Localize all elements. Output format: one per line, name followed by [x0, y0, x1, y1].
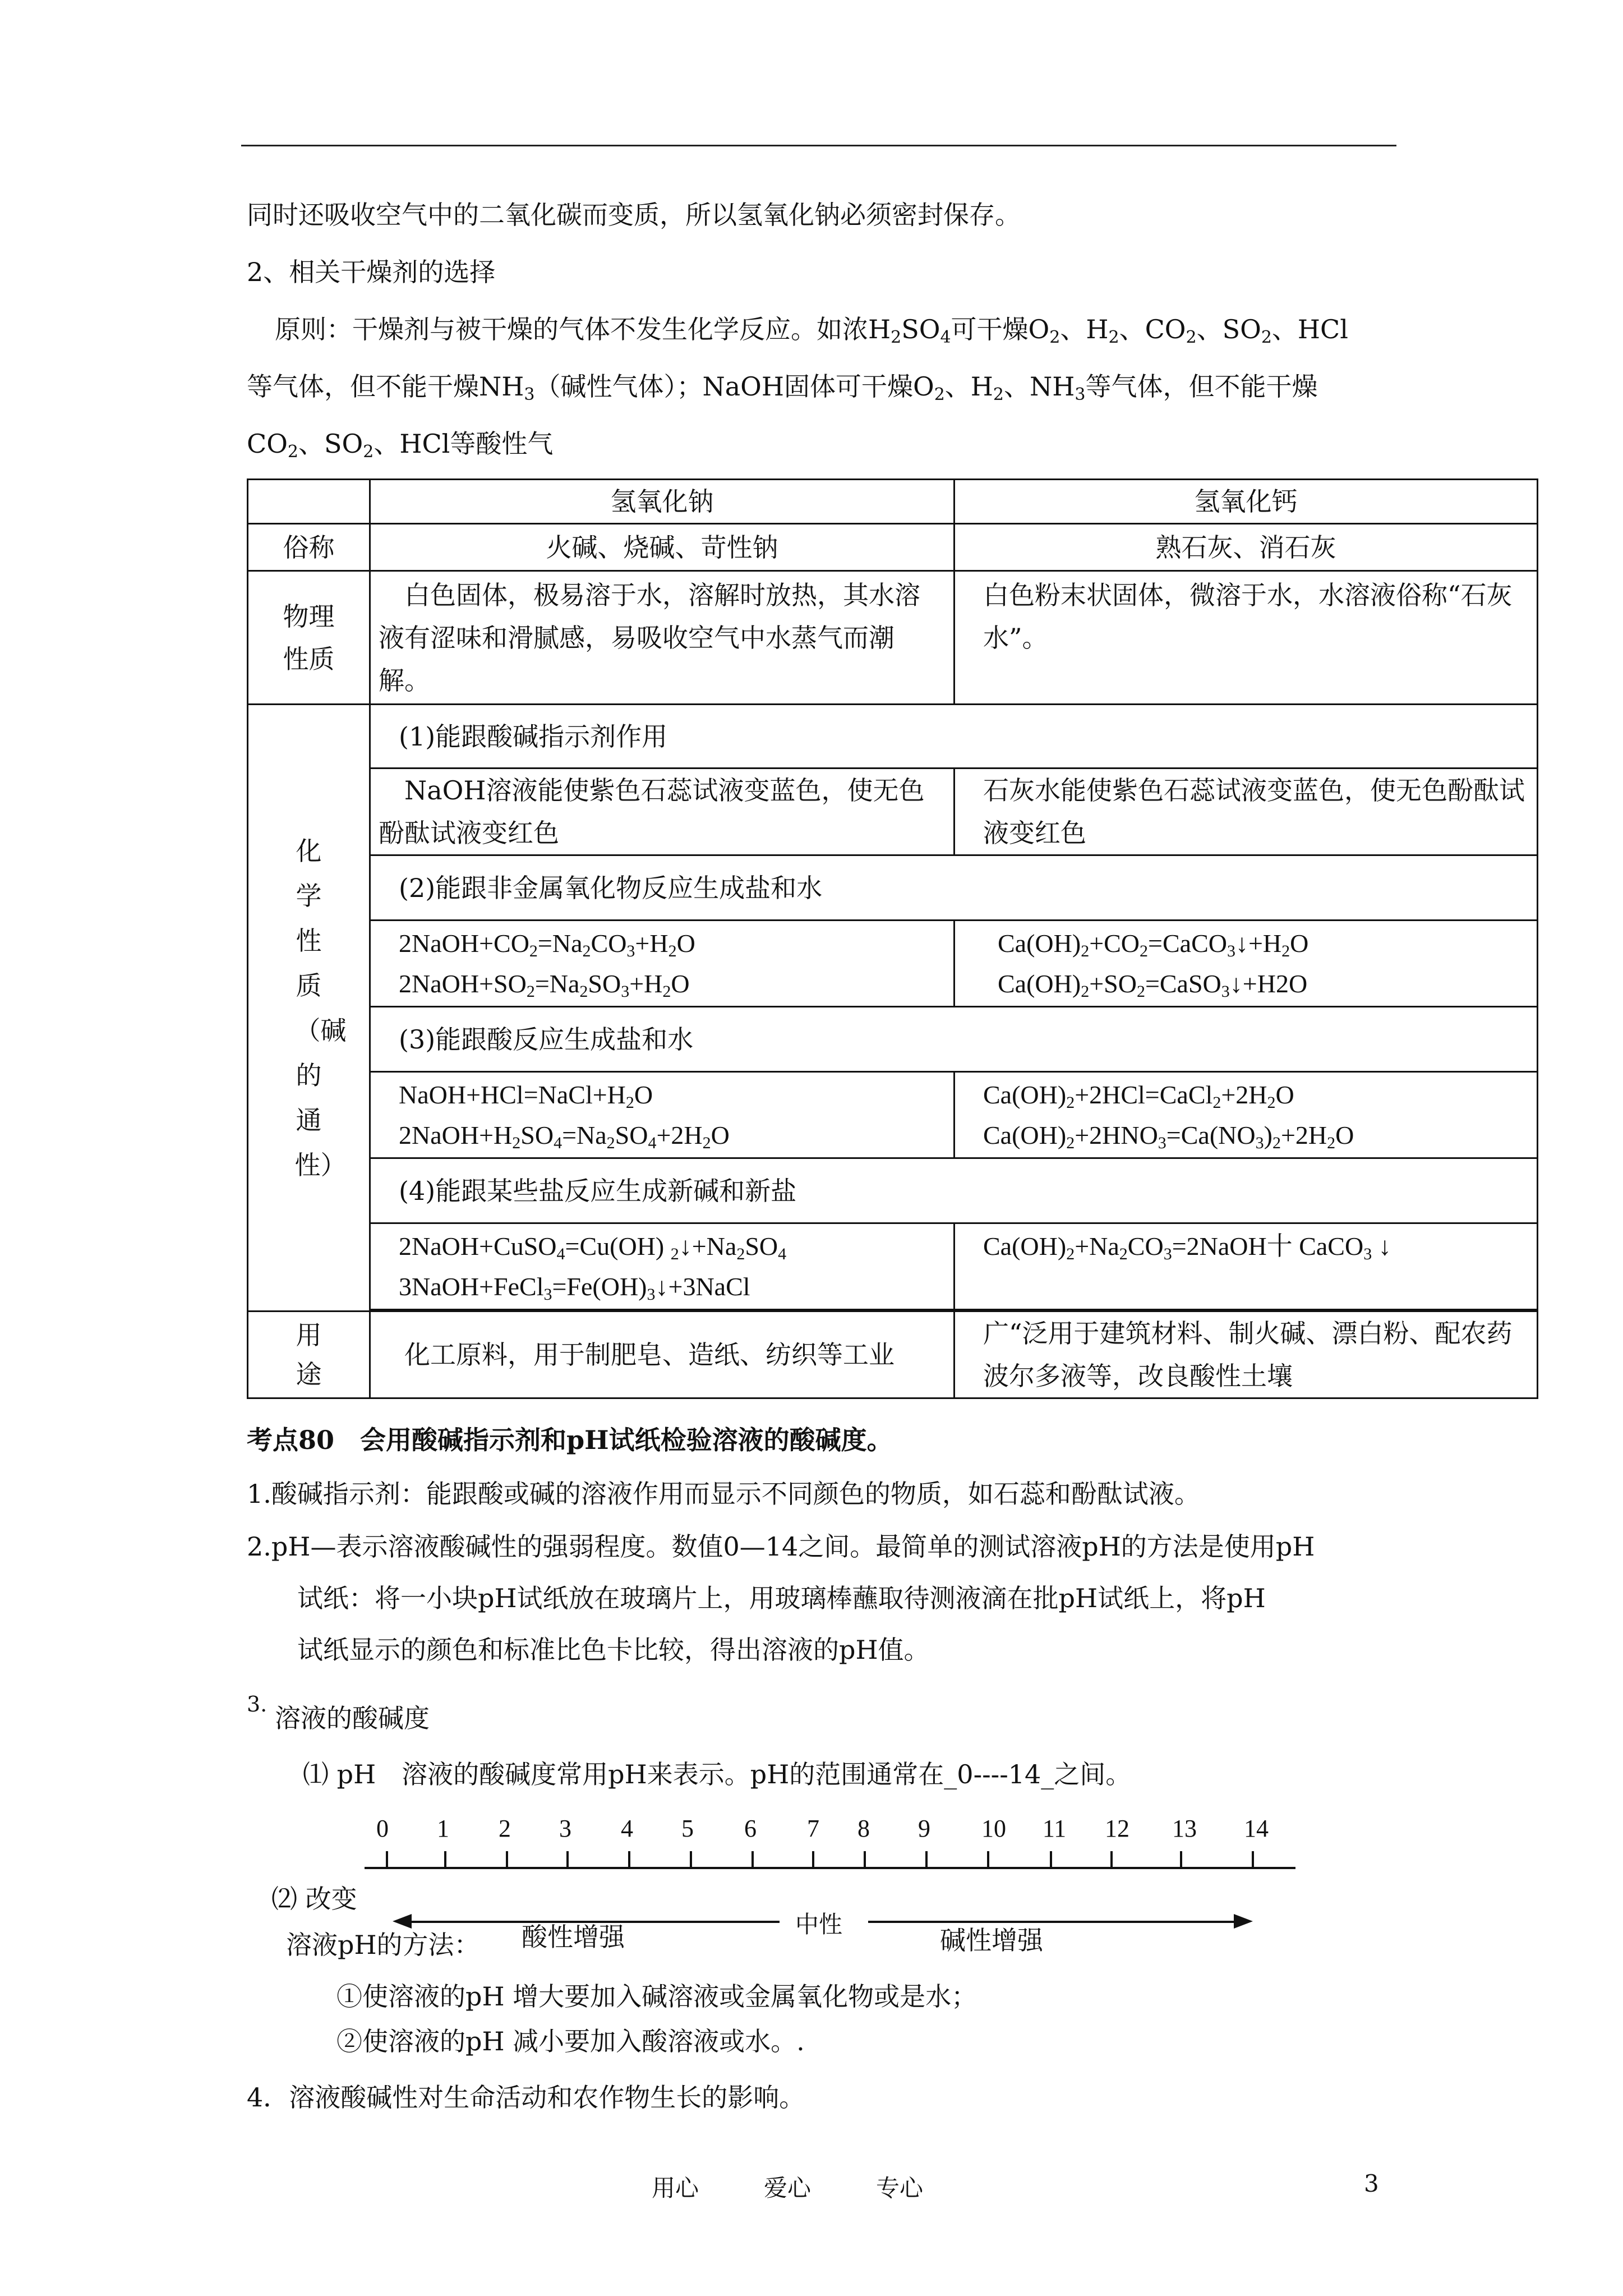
principle-line-3: $CO_2$、$SO_2$、HCl等酸性气 [247, 429, 554, 462]
ph-range-text: ⑴ pH 溶液的酸碱度常用pH来表示。pH的范围通常在_0----14_之间。 [303, 1759, 1132, 1789]
equation-text: Ca(OH) [998, 969, 1081, 998]
equation-subscript: 2 [1081, 982, 1090, 1001]
equation-text: =CaSO [1145, 969, 1221, 998]
equation-naoh-co2 [399, 923, 946, 964]
ph-scale-tick [925, 1851, 928, 1867]
indicator-definition: 1.酸碱指示剂：能跟酸或碱的溶液作用而显示不同颜色的物质，如石蕊和酚酞试液。 [247, 1479, 1200, 1509]
ph-scale-number: 1 [437, 1815, 449, 1842]
equations-nonmetal-naoh [370, 921, 955, 1007]
arrow-right-icon [1234, 1914, 1253, 1929]
equation-subscript: 2 [1140, 941, 1149, 960]
equation-text: +H [629, 969, 663, 998]
equations-salt-caoh [955, 1223, 1538, 1310]
neutral-label: 中性 [795, 1911, 843, 1938]
equation-subscript: 2 [606, 1133, 615, 1152]
equation-text: +SO [1089, 969, 1137, 998]
equation-text: CO [591, 928, 627, 958]
row-label-common-name: 俗称 [248, 524, 370, 571]
equation-text: =Na [537, 928, 583, 958]
ph-scale-number: 6 [744, 1815, 757, 1842]
property-1: (1)能跟酸碱指示剂作用 [370, 705, 1538, 769]
equation-subscript: 3 [1227, 941, 1235, 960]
ph-scale-tick [1110, 1851, 1113, 1867]
method-increase: ①使溶液的pH 增大要加入碱溶液或金属氧化物或是水； [336, 1981, 978, 2012]
ph-scale-tick [1180, 1851, 1182, 1867]
equation-text: =Cu(OH) [565, 1231, 671, 1260]
uses-label-text: 用途 [296, 1320, 322, 1389]
equation-subscript: 2 [512, 1133, 521, 1152]
equation-subscript: 3 [1255, 1133, 1264, 1152]
ph-scale-number: 3 [559, 1815, 571, 1842]
change-ph-label-2: 溶液pH的方法： [286, 1930, 480, 1960]
equation-subscript: 2 [1136, 982, 1145, 1001]
physical-caoh: 白色粉末状固体，微溶于水，水溶液俗称“石灰水”。 [955, 571, 1538, 705]
equation-subscript: 2 [1066, 1133, 1075, 1152]
ph-scale-number: 12 [1105, 1815, 1129, 1842]
equation-naoh-so2 [399, 964, 946, 1004]
equation-naoh-hcl [399, 1075, 946, 1115]
equation-subscript: 2 [1212, 1093, 1221, 1112]
equations-acid-naoh [370, 1072, 955, 1158]
equation-text: =Fe(OH) [552, 1272, 647, 1301]
equation-subscript: 2 [582, 941, 591, 960]
equation-text: 2NaOH+CuSO [399, 1231, 557, 1260]
equation-text: O [634, 1080, 653, 1109]
equation-subscript: 3 [1158, 1133, 1166, 1152]
physical-naoh: 白色固体，极易溶于水，溶解时放热，其水溶液有涩味和滑腻感，易吸收空气中水蒸气而潮解。 [370, 571, 955, 705]
item-3-title: 溶液的酸碱度 [275, 1703, 430, 1733]
equation-text: Ca(OH) [998, 928, 1081, 958]
equation-text: Ca(OH) [983, 1232, 1067, 1260]
equation-text: =2NaOH十 CaCO [1172, 1232, 1364, 1260]
equation-text: +2HCl=CaCl [1075, 1080, 1213, 1109]
equation-text: ↓ [1372, 1232, 1391, 1260]
header-rule [241, 145, 1396, 146]
ph-scale-tick [628, 1851, 630, 1867]
equation-text: ↓+Na [679, 1231, 737, 1260]
intro-line-1: 同时还吸收空气中的二氧化碳而变质，所以氢氧化钠必须密封保存。 [247, 200, 1021, 230]
ph-scale-number: 11 [1042, 1815, 1067, 1842]
principle-line-2: 等气体，但不能干燥$NH_3$（碱性气体）；NaOH固体可干燥$O_2$、$H_2$、$NH_3$等气体，但不能干燥 [247, 371, 1318, 404]
common-name-caoh: 熟石灰、消石灰 [955, 524, 1538, 571]
ph-definition-2: 试纸：将一小块pH试纸放在玻璃片上，用玻璃棒蘸取待测液滴在批pH试纸上，将pH [297, 1583, 1266, 1613]
ph-definition-1: 2.pH—表示溶液酸碱性的强弱程度。数值0—14之间。最简单的测试溶液pH的方法是使用pH [247, 1531, 1315, 1562]
equation-text: O [1335, 1120, 1354, 1149]
equation-text: O [671, 969, 690, 998]
equation-subscript: 3 [621, 982, 630, 1001]
equation-subscript: 3 [1163, 1245, 1172, 1263]
equation-caoh-na2co3 [983, 1226, 1529, 1267]
ph-definition-3: 试纸显示的颜色和标准比色卡比较，得出溶液的pH值。 [297, 1635, 930, 1665]
equation-subscript: 3 [626, 941, 635, 960]
equation-text: =Ca(NO [1166, 1120, 1256, 1149]
equation-subscript: 2 [1272, 1133, 1281, 1152]
principle-line: 原则：干燥剂与被干燥的气体不发生化学反应。如浓$H_2SO_4$可干燥$O_2$、$H_2$、$CO_2$、$SO_2$、HCl [275, 314, 1348, 347]
equation-caoh-co2 [998, 923, 1529, 964]
base-arrow-line [868, 1921, 1238, 1923]
equation-caoh-hno3 [983, 1115, 1529, 1156]
equation-text: +CO [1089, 928, 1140, 958]
equation-text: 2NaOH+SO [399, 969, 527, 998]
row-label-uses [248, 1312, 370, 1398]
ph-scale-tick [566, 1851, 569, 1867]
equation-subscript: 2 [1281, 941, 1290, 960]
ph-scale-number: 4 [621, 1815, 633, 1842]
chemical-label-text: 化学性质（碱的通性） [294, 835, 347, 1180]
section-heading-2: 2、相关干燥剂的选择 [247, 257, 496, 287]
footer-text-1: 用心 [652, 2174, 699, 2202]
equation-text: =Na [534, 969, 580, 998]
row-label-physical [248, 571, 370, 705]
base-stronger-label: 碱性增强 [940, 1925, 1043, 1955]
ph-scale-tick [444, 1851, 446, 1867]
equation-text: =CaCO [1148, 928, 1227, 958]
change-ph-label-1: ⑵ 改变 [271, 1884, 357, 1914]
equations-acid-caoh [955, 1072, 1538, 1158]
equation-text: SO [520, 1120, 554, 1149]
ph-scale-tick [751, 1851, 754, 1867]
ph-scale-line [365, 1867, 1295, 1869]
equation-text: 3NaOH+FeCl [399, 1272, 544, 1301]
acid-stronger-label: 酸性增强 [522, 1922, 625, 1952]
equation-naoh-h2so4 [399, 1115, 946, 1156]
ph-scale-tick [506, 1851, 508, 1867]
equation-text: =Na [562, 1120, 607, 1149]
equation-subscript: 3 [543, 1285, 552, 1304]
equation-subscript: 3 [647, 1285, 656, 1304]
equation-subscript: 2 [1066, 1093, 1075, 1112]
equation-text: CO [1127, 1232, 1164, 1260]
equation-subscript: 2 [702, 1133, 711, 1152]
ph-scale-number: 2 [499, 1815, 511, 1842]
header-caoh: 氢氧化钙 [955, 480, 1538, 524]
uses-naoh: 化工原料，用于制肥皂、造纸、纺织等工业 [370, 1312, 955, 1398]
ph-scale-number: 9 [918, 1815, 930, 1842]
property-4: (4)能跟某些盐反应生成新碱和新盐 [370, 1158, 1538, 1223]
property-3: (3)能跟酸反应生成盐和水 [370, 1007, 1538, 1072]
equation-subscript: 2 [670, 1244, 679, 1263]
equation-text: SO [615, 1120, 648, 1149]
equation-subscript: 4 [554, 1133, 562, 1152]
footer-text-2: 爱心 [764, 2174, 811, 2202]
equation-subscript: 4 [778, 1244, 787, 1263]
equation-text: 2NaOH+H [399, 1120, 513, 1149]
item-4: 4．溶液酸碱性对生命活动和农作物生长的影响。 [247, 2082, 805, 2113]
equation-text: +2H [656, 1120, 703, 1149]
ph-scale-tick [987, 1851, 989, 1867]
equation-naoh-fecl3 [399, 1267, 946, 1307]
ph-scale-tick [690, 1851, 692, 1867]
equation-subscript: 2 [1119, 1245, 1128, 1263]
equation-subscript: 2 [1327, 1133, 1336, 1152]
page-number: 3 [1364, 2170, 1379, 2197]
ph-scale-number: 5 [681, 1815, 694, 1842]
common-name-naoh: 火碱、烧碱、苛性钠 [370, 524, 955, 571]
ph-scale-number: 8 [857, 1815, 870, 1842]
equation-text: SO [745, 1231, 778, 1260]
equation-subscript: 2 [736, 1244, 745, 1263]
equation-text: +Na [1075, 1232, 1119, 1260]
equation-text: ↓+H [1235, 928, 1282, 958]
footer-text-3: 专心 [876, 2174, 924, 2202]
ph-scale-tick [1252, 1851, 1254, 1867]
equation-caoh-so2 [998, 964, 1529, 1004]
equation-text: O [1275, 1080, 1294, 1109]
equation-text: ) [1264, 1120, 1272, 1149]
equations-salt-naoh [370, 1223, 955, 1310]
equation-subscript: 3 [1221, 982, 1230, 1001]
equation-text: NaOH+HCl=NaCl+H [399, 1080, 626, 1109]
method-decrease: ②使溶液的pH 减小要加入酸溶液或水。. [336, 2026, 805, 2056]
ph-scale-number: 0 [376, 1815, 389, 1842]
equation-text: +2HNO [1075, 1120, 1158, 1149]
equation-text: Ca(OH) [983, 1080, 1067, 1109]
physical-label-text: 物理性质 [283, 601, 335, 674]
ph-scale-tick [386, 1851, 388, 1867]
comparison-table [247, 478, 1538, 1399]
equation-subscript: 2 [625, 1093, 634, 1112]
equation-subscript: 2 [1267, 1093, 1276, 1112]
equation-subscript: 4 [556, 1244, 565, 1263]
equation-subscript: 2 [662, 982, 671, 1001]
row-label-chemical [248, 705, 370, 1312]
equation-text: +2H [1280, 1120, 1327, 1149]
equation-text: 2NaOH+CO [399, 928, 529, 958]
equation-subscript: 2 [1081, 941, 1090, 960]
uses-caoh: 广“泛用于建筑材料、制火碱、漂白粉、配农药波尔多液等，改良酸性土壤 [955, 1312, 1538, 1398]
equation-text: O [676, 928, 695, 958]
ph-scale-number: 10 [981, 1815, 1006, 1842]
equation-subscript: 2 [1066, 1245, 1075, 1263]
equation-text: O [1290, 928, 1309, 958]
equation-naoh-cuso4 [399, 1226, 946, 1267]
equation-subscript: 2 [529, 941, 538, 960]
ph-scale-number: 7 [807, 1815, 819, 1842]
equation-text: +H [635, 928, 668, 958]
indicator-naoh: NaOH溶液能使紫色石蕊试液变蓝色，使无色酚酞试液变红色 [370, 769, 955, 855]
equations-nonmetal-caoh [955, 921, 1538, 1007]
ph-scale-number: 14 [1244, 1815, 1269, 1842]
equation-text: Ca(OH) [983, 1120, 1067, 1149]
equation-subscript: 2 [526, 982, 535, 1001]
section-80-title: 考点80 会用酸碱指示剂和pH试纸检验溶液的酸碱度。 [247, 1425, 893, 1455]
property-2: (2)能跟非金属氧化物反应生成盐和水 [370, 855, 1538, 921]
equation-text: ↓+H2O [1229, 969, 1308, 998]
equation-caoh-hcl [983, 1075, 1529, 1115]
header-naoh: 氢氧化钠 [370, 480, 955, 524]
equation-text: +2H [1221, 1080, 1267, 1109]
equation-subscript: 2 [668, 941, 677, 960]
equation-text: O [711, 1120, 730, 1149]
indicator-caoh: 石灰水能使紫色石蕊试液变蓝色，使无色酚酞试液变红色 [955, 769, 1538, 855]
equation-text: SO [588, 969, 621, 998]
equation-text: ↓+3NaCl [655, 1272, 750, 1301]
item-3-number: 3. [247, 1692, 268, 1717]
equation-subscript: 4 [648, 1133, 657, 1152]
equation-subscript: 2 [579, 982, 588, 1001]
ph-scale-number: 13 [1172, 1815, 1197, 1842]
equation-subscript: 3 [1363, 1245, 1372, 1263]
ph-scale-tick [864, 1851, 866, 1867]
ph-scale-tick [812, 1851, 814, 1867]
ph-scale-tick [1050, 1851, 1052, 1867]
